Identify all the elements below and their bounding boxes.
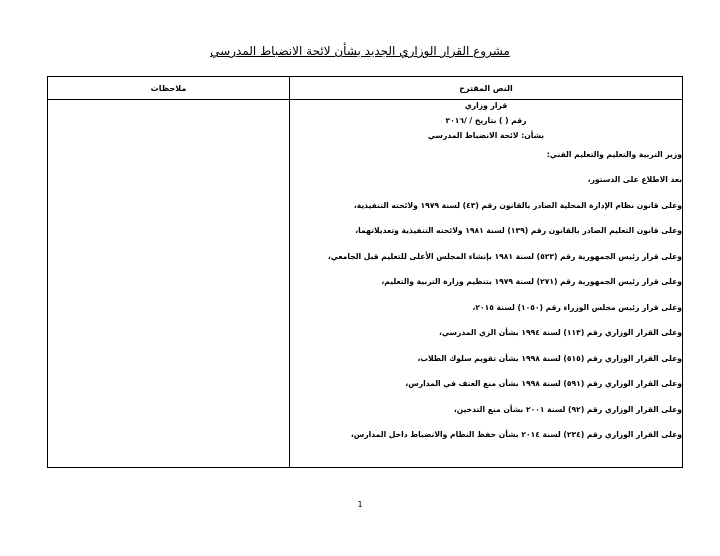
page-number: 1 (357, 500, 363, 509)
preamble-item: بعد الاطلاع على الدستور، (587, 175, 682, 184)
preamble-item: وعلى قرار رئيس مجلس الوزراء رقم (١٠٥٠) لسنة ٢٠١٥، (472, 302, 682, 312)
preamble-item: وعلى قرار رئيس الجمهورية رقم (٢٧١) لسنة ١٩٧٩ بتنظيم وزارة التربية والتعليم، (381, 277, 682, 286)
decision-number-line: رقم ( ) بتاريخ / /٢٠١٦ (445, 116, 527, 125)
document-title: مشروع القرار الوزاري الجديد بشأن لائحة الانضباط المدرسي (210, 44, 510, 58)
table-header-row (48, 77, 683, 100)
proposed-text-cell (290, 100, 683, 468)
decision-subject-line: بشأن: لائحة الانضباط المدرسي (427, 131, 545, 140)
preamble-item: وعلى قانون نظام الإدارة المحلية الصادر بالقانون رقم (٤٣) لسنة ١٩٧٩ ولائحته التنفيذية، (353, 200, 682, 210)
header-proposed-text: النص المقترح (290, 77, 683, 100)
preamble-item: وعلى القرار الوزاري رقم (١١٣) لسنة ١٩٩٤ بشأن الزي المدرسي، (438, 328, 682, 337)
notes-cell (48, 100, 290, 468)
preamble-item: وعلى القرار الوزاري رقم (٥١٥) لسنة ١٩٩٨ بشأن تقويم سلوك الطلاب، (417, 353, 682, 363)
table-body-row (48, 100, 683, 468)
preamble-item: وعلى القرار الوزاري رقم (٢٣٤) لسنة ٢٠١٤ بشأن حفظ النظام والانضباط داخل المدارس، (350, 430, 682, 439)
decision-heading: قرار وزاري (464, 101, 508, 110)
preamble-item: وعلى قانون التعليم الصادر بالقانون رقم (١٣٩) لسنة ١٩٨١ ولائحته التنفيذية وتعديلاتهما، (355, 226, 682, 235)
preamble-item: وعلى القرار الوزاري رقم (٥٩١) لسنة ١٩٩٨ بشأن منع العنف في المدارس، (405, 379, 682, 388)
preamble-item: وعلى القرار الوزاري رقم (٩٢) لسنة ٢٠٠١ بشأن منع التدخين، (453, 404, 682, 414)
proposal-table (47, 76, 683, 468)
minister-line: وزير التربية والتعليم والتعليم الفني: (546, 150, 682, 159)
header-notes: ملاحظات (48, 77, 290, 100)
preamble-item: وعلى قرار رئيس الجمهورية رقم (٥٢٣) لسنة ١٩٨١ بإنشاء المجلس الأعلى للتعليم قبل الجامعي، (327, 251, 682, 261)
